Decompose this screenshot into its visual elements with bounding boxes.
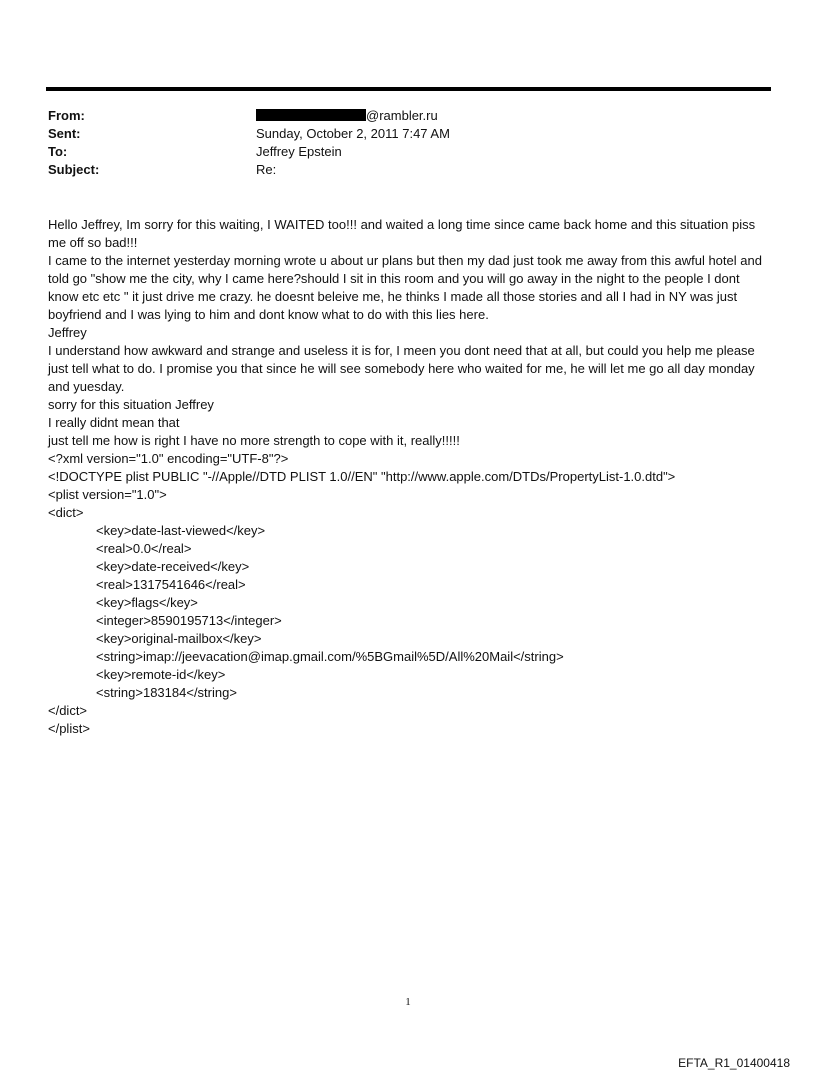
body-paragraph: just tell me how is right I have no more strength to cope with it, really!!!!! xyxy=(48,433,460,448)
dict-open-tag: <dict> xyxy=(48,505,84,520)
to-value: Jeffrey Epstein xyxy=(256,144,342,159)
plist-open-tag: <plist version="1.0"> xyxy=(48,487,167,502)
from-domain: @rambler.ru xyxy=(366,108,438,123)
dict-line: <string>imap://jeevacation@imap.gmail.com/%5BGmail%5D/All%20Mail</string> xyxy=(96,649,564,664)
header-rule xyxy=(46,87,771,91)
body-paragraph: Hello Jeffrey, Im sorry for this waiting, I WAITED too!!! and waited a long time since came back home and this situation piss me off so bad!!! xyxy=(48,217,756,250)
sent-value: Sunday, October 2, 2011 7:47 AM xyxy=(256,126,450,141)
xml-doctype: <!DOCTYPE plist PUBLIC "-//Apple//DTD PLIST 1.0//EN" "http://www.apple.com/DTDs/PropertyList-1.0.dtd"> xyxy=(48,469,676,484)
from-value xyxy=(256,107,768,125)
from-label: From: xyxy=(48,108,85,123)
email-body xyxy=(48,216,770,738)
dict-line: <string>183184</string> xyxy=(96,685,237,700)
plist-close-tag: </plist> xyxy=(48,721,90,736)
body-paragraph: I came to the internet yesterday morning wrote u about ur plans but then my dad just took me away from this awful hotel and told go "show me the city, why I came here?should I sit in this room and you will go away in the night to the people I dont know etc etc " it just drive me crazy. he doesnt beleive me, he thinks I made all those stories and all I had in NY was just boyfriend and I was lying to him and dont know what to do with this lies here. xyxy=(48,253,762,322)
body-paragraph: I understand how awkward and strange and useless it is for, I meen you dont need that at all, but could you help me please just tell what to do. I promise you that since he will see somebody here who waited for me, he will let me go all day monday and yuesday. xyxy=(48,343,755,394)
body-paragraph: sorry for this situation Jeffrey xyxy=(48,397,214,412)
redaction-bar xyxy=(256,109,366,121)
body-paragraph: I really didnt mean that xyxy=(48,415,180,430)
dict-line: <real>1317541646</real> xyxy=(96,577,246,592)
body-paragraph: Jeffrey xyxy=(48,325,87,340)
dict-line: <real>0.0</real> xyxy=(96,541,192,556)
to-row xyxy=(48,143,768,161)
email-header xyxy=(48,107,768,179)
sent-row xyxy=(48,125,768,143)
dict-line: <key>date-received</key> xyxy=(96,559,250,574)
dict-close-tag: </dict> xyxy=(48,703,88,718)
subject-value: Re: xyxy=(256,162,277,177)
to-label: To: xyxy=(48,144,68,159)
sent-label: Sent: xyxy=(48,126,81,141)
subject-label: Subject: xyxy=(48,162,100,177)
dict-line: <key>flags</key> xyxy=(96,595,198,610)
from-row xyxy=(48,107,768,125)
xml-declaration: <?xml version="1.0" encoding="UTF-8"?> xyxy=(48,451,289,466)
dict-line: <key>remote-id</key> xyxy=(96,667,226,682)
document-id: EFTA_R1_01400418 xyxy=(678,1056,790,1070)
dict-line: <key>original-mailbox</key> xyxy=(96,631,262,646)
page-number: 1 xyxy=(405,996,411,1008)
subject-row xyxy=(48,161,768,179)
dict-line: <integer>8590195713</integer> xyxy=(96,613,282,628)
dict-line: <key>date-last-viewed</key> xyxy=(96,523,266,538)
